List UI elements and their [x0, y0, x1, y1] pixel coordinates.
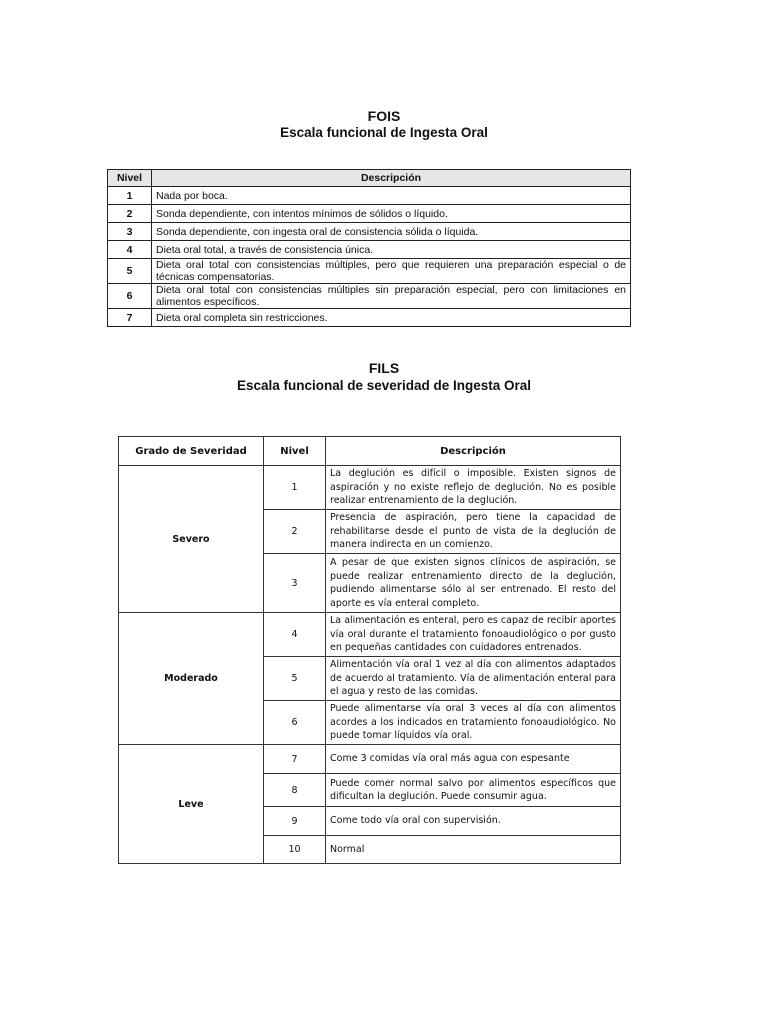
fois-description: Dieta oral total con consistencias múltiples, pero que requieren una preparación especial o de técnicas compensatorias. — [152, 259, 631, 284]
fils-description: A pesar de que existen signos clínicos de aspiración, se puede realizar entrenamiento directo de la deglución, pudiendo alimentarse sólo al ser entrenado. El resto del aporte es vía enteral completo. — [326, 554, 621, 613]
fois-description: Dieta oral completa sin restricciones. — [152, 309, 631, 327]
fois-title: FOIS — [367, 108, 401, 124]
fils-row — [119, 745, 621, 774]
fils-level: 4 — [264, 613, 326, 657]
fils-level: 9 — [264, 807, 326, 836]
fois-subtitle: Escala funcional de Ingesta Oral — [280, 125, 488, 140]
fils-title: FILS — [368, 360, 400, 376]
fois-level: 2 — [108, 205, 152, 223]
fois-table — [107, 169, 631, 327]
fils-level: 2 — [264, 510, 326, 554]
fois-row — [108, 187, 631, 205]
fois-row — [108, 223, 631, 241]
fois-header-row — [108, 170, 631, 187]
fils-description: Alimentación vía oral 1 vez al día con alimentos adaptados de acuerdo al tratamiento. Vía de alimentación enteral para el agua y resto de las comidas. — [326, 657, 621, 701]
fils-description: Puede comer normal salvo por alimentos específicos que dificultan la deglución. Puede consumir agua. — [326, 774, 621, 807]
fils-description: Come 3 comidas vía oral más agua con espesante — [326, 745, 621, 774]
fois-level: 5 — [108, 259, 152, 284]
fois-row — [108, 241, 631, 259]
fois-description: Sonda dependiente, con ingesta oral de consistencia sólida o líquida. — [152, 223, 631, 241]
fois-description: Sonda dependiente, con intentos mínimos de sólidos o líquido. — [152, 205, 631, 223]
fils-row — [119, 613, 621, 657]
fils-subtitle: Escala funcional de severidad de Ingesta Oral — [236, 378, 532, 393]
fois-row — [108, 259, 631, 284]
fils-level: 8 — [264, 774, 326, 807]
fils-header-row — [119, 437, 621, 466]
fils-level: 3 — [264, 554, 326, 613]
fois-description: Nada por boca. — [152, 187, 631, 205]
fils-grade-moderado: Moderado — [119, 613, 264, 745]
fois-level: 3 — [108, 223, 152, 241]
fils-level: 1 — [264, 466, 326, 510]
fois-description: Dieta oral total con consistencias múltiples sin preparación especial, pero con limitaciones en alimentos específicos. — [152, 284, 631, 309]
fils-description: Presencia de aspiración, pero tiene la capacidad de rehabilitarse desde el punto de vista de la deglución de manera indirecta en un comienzo. — [326, 510, 621, 554]
fils-level: 5 — [264, 657, 326, 701]
fils-description: La deglución es difícil o imposible. Existen signos de aspiración y no existe reflejo de deglución. No es posible realizar entrenamiento de la deglución. — [326, 466, 621, 510]
fois-description: Dieta oral total, a través de consistencia única. — [152, 241, 631, 259]
fois-row — [108, 309, 631, 327]
fois-header-description: Descripción — [152, 170, 631, 187]
fils-table — [118, 436, 621, 864]
fils-grade-severo: Severo — [119, 466, 264, 613]
fois-row — [108, 284, 631, 309]
fois-header-level: Nivel — [108, 170, 152, 187]
fils-grade-leve: Leve — [119, 745, 264, 864]
fils-level: 10 — [264, 836, 326, 864]
fils-level: 7 — [264, 745, 326, 774]
fois-level: 6 — [108, 284, 152, 309]
fils-header-grade: Grado de Severidad — [119, 437, 264, 466]
fils-level: 6 — [264, 701, 326, 745]
fils-description: La alimentación es enteral, pero es capaz de recibir aportes vía oral durante el tratamiento fonoaudiológico o por gusto en pequeñas cantidades con cuidadores entrenados. — [326, 613, 621, 657]
fois-level: 7 — [108, 309, 152, 327]
fils-header-level: Nivel — [264, 437, 326, 466]
fois-level: 4 — [108, 241, 152, 259]
fils-header-description: Descripción — [326, 437, 621, 466]
fils-row — [119, 466, 621, 510]
fois-row — [108, 205, 631, 223]
fois-level: 1 — [108, 187, 152, 205]
fils-description: Normal — [326, 836, 621, 864]
fils-description: Come todo vía oral con supervisión. — [326, 807, 621, 836]
fils-description: Puede alimentarse vía oral 3 veces al día con alimentos acordes a los indicados en tratamiento fonoaudiológico. No puede tomar líquidos vía oral. — [326, 701, 621, 745]
